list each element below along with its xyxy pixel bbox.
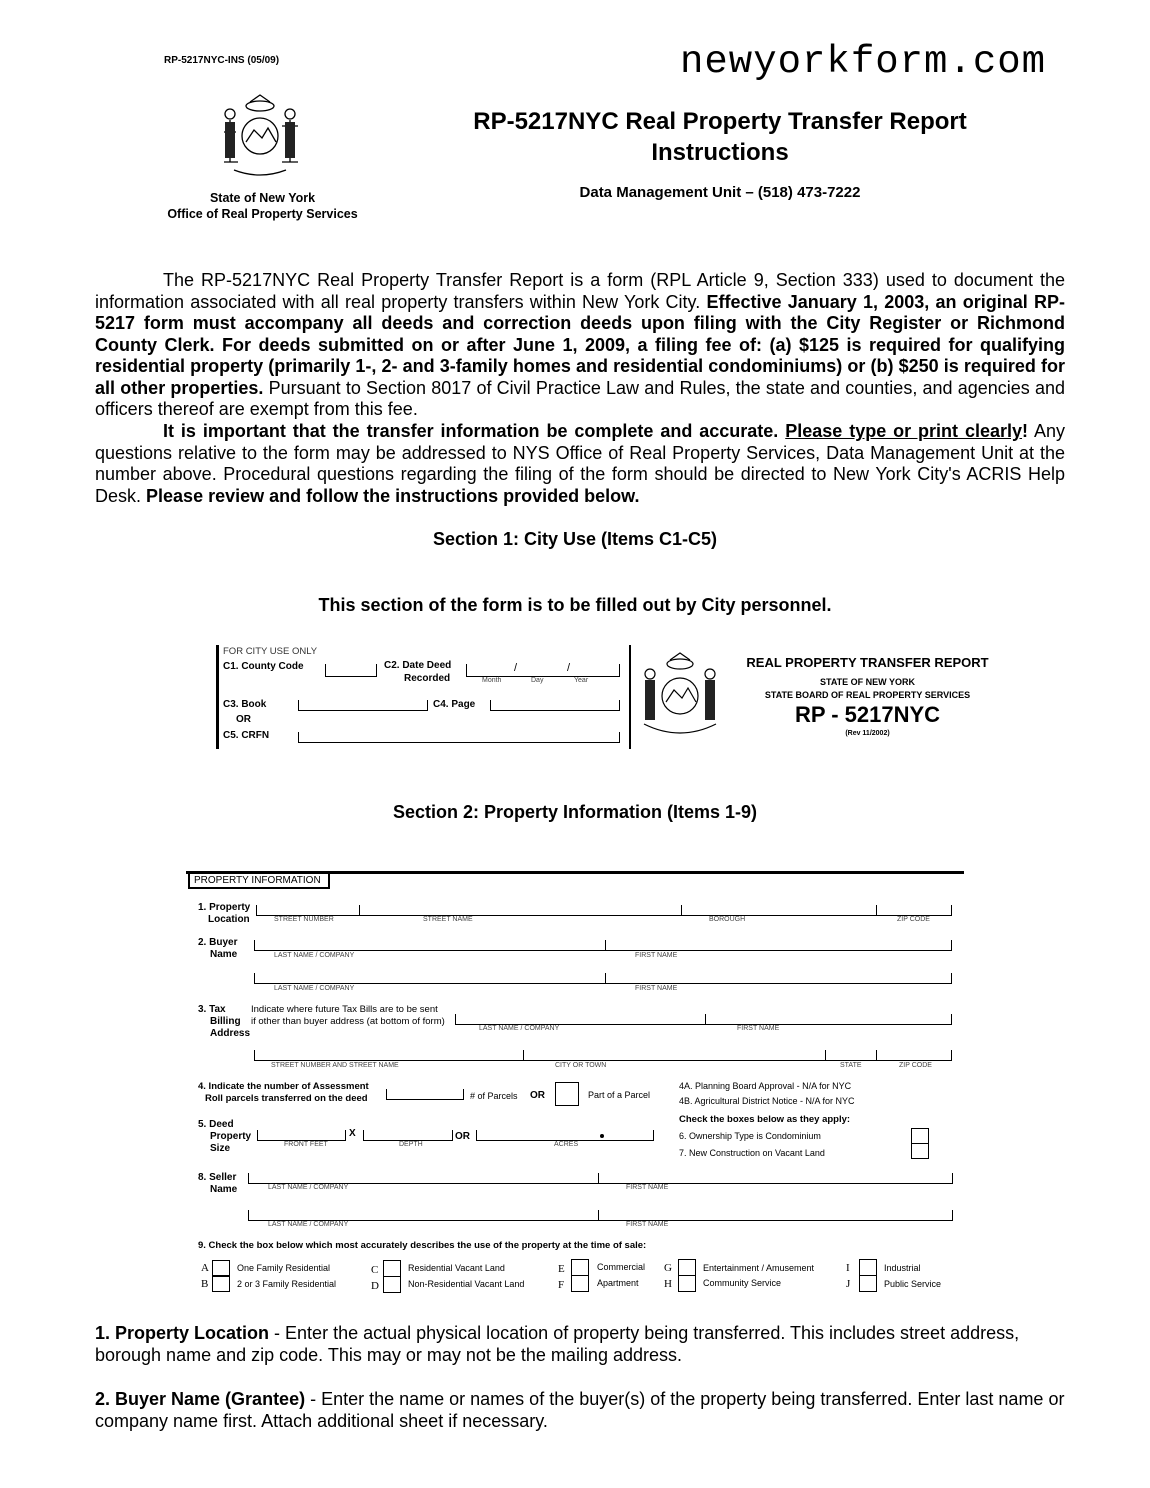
part-parcel-checkbox[interactable] bbox=[555, 1082, 579, 1106]
item4-label: 4. Indicate the number of Assessment Roll parcels transferred on the deed bbox=[198, 1081, 369, 1104]
street-num-name-caption: STREET NUMBER AND STREET NAME bbox=[271, 1062, 399, 1069]
depth-field[interactable] bbox=[363, 1130, 453, 1141]
or-label: OR bbox=[455, 1131, 470, 1142]
crfn-field[interactable] bbox=[298, 732, 620, 743]
county-code-field[interactable] bbox=[325, 664, 377, 677]
street-name-caption: STREET NAME bbox=[423, 916, 473, 923]
item4a-label: 4A. Planning Board Approval - N/A for NYC bbox=[679, 1081, 852, 1091]
use-f-checkbox[interactable] bbox=[571, 1275, 589, 1292]
use-i-checkbox[interactable] bbox=[859, 1259, 877, 1276]
section1-note: This section of the form is to be filled out by City personnel. bbox=[318, 595, 832, 615]
city-town-caption: CITY OR TOWN bbox=[555, 1062, 607, 1069]
state-caption: STATE bbox=[840, 1062, 862, 1069]
c1-label: C1. County Code bbox=[223, 661, 304, 672]
c3-label: C3. Book bbox=[223, 699, 267, 710]
last-company-caption: LAST NAME / COMPANY bbox=[268, 1184, 349, 1191]
item4b-label: 4B. Agricultural District Notice - N/A for NYC bbox=[679, 1096, 855, 1106]
item9-label: 9. Check the box below which most accurately describes the use of the property at the time of sale: bbox=[198, 1240, 647, 1251]
use-e-checkbox[interactable] bbox=[571, 1259, 589, 1276]
buyer-name-field-1[interactable] bbox=[254, 940, 952, 951]
zip-caption: ZIP CODE bbox=[899, 1062, 932, 1069]
new-construction-checkbox[interactable] bbox=[911, 1143, 929, 1159]
first-name-caption: FIRST NAME bbox=[635, 985, 678, 992]
or-label: OR bbox=[530, 1090, 545, 1101]
last-company-caption: LAST NAME / COMPANY bbox=[268, 1221, 349, 1228]
c5-label: C5. CRFN bbox=[223, 730, 270, 741]
last-company-caption: LAST NAME / COMPANY bbox=[274, 985, 355, 992]
use-a-checkbox[interactable] bbox=[212, 1260, 230, 1276]
depth-caption: DEPTH bbox=[399, 1141, 423, 1148]
tax-billing-address-field[interactable] bbox=[254, 1050, 952, 1061]
report-state: STATE OF NEW YORK bbox=[819, 677, 915, 687]
year-label: Year bbox=[574, 677, 589, 684]
page-field[interactable] bbox=[490, 700, 620, 711]
instruction-1: 1. Property Location - Enter the actual physical location of property being transferred. This includes street address, borough name and zip code. This may or may not be the mailing address. bbox=[95, 1323, 1020, 1365]
x-label: X bbox=[349, 1128, 356, 1139]
book-field[interactable] bbox=[298, 700, 428, 711]
zip-caption: ZIP CODE bbox=[897, 916, 930, 923]
nys-seal-icon bbox=[634, 650, 726, 742]
agency-line-2: Office of Real Property Services bbox=[167, 207, 358, 221]
use-j-checkbox[interactable] bbox=[859, 1275, 877, 1292]
contact-line: Data Management Unit – (518) 473-7222 bbox=[579, 184, 861, 201]
c2-label-2: Recorded bbox=[404, 673, 451, 684]
borough-caption: BOROUGH bbox=[709, 916, 746, 923]
check-boxes-label: Check the boxes below as they apply: bbox=[679, 1114, 851, 1125]
property-location-field[interactable] bbox=[256, 905, 952, 916]
item1-label: 1. Property Location bbox=[198, 902, 251, 925]
front-feet-caption: FRONT FEET bbox=[284, 1141, 328, 1148]
use-h-checkbox[interactable] bbox=[678, 1275, 696, 1292]
instruction-2: 2. Buyer Name (Grantee) - Enter the name or names of the buyer(s) of the property being transferred. Enter last name or company name first. Attach additional sheet if necessary. bbox=[95, 1389, 1065, 1431]
last-company-caption: LAST NAME / COMPANY bbox=[274, 952, 355, 959]
report-title: REAL PROPERTY TRANSFER REPORT bbox=[746, 655, 989, 670]
watermark: newyorkform.com bbox=[680, 40, 1047, 84]
use-d-checkbox[interactable] bbox=[383, 1276, 401, 1293]
item6-label: 6. Ownership Type is Condominium bbox=[679, 1131, 821, 1141]
intro-paragraph-1: The RP-5217NYC Real Property Transfer Report is a form (RPL Article 9, Section 333) used to document the information associated with all real property transfers within New York City. Effective January 1, 2003, an original RP-5217 form must accompany all deeds and correction deeds upon filing with the City Register or Richmond County Clerk. For deeds submitted on or after June 1, 2009, a filing fee of: (a) $125 is required for qualifying residential property (primarily 1-, 2- and 3-family homes and residential condominiums) or (b) $250 is required for all other properties. Pursuant to Section 8017 of Civil Practice Law and Rules, the state and counties, and agencies and officers thereof are exempt from this fee. bbox=[95, 270, 1065, 419]
acres-caption: ACRES bbox=[554, 1141, 579, 1148]
front-feet-field[interactable] bbox=[257, 1130, 346, 1141]
parcels-label: # of Parcels bbox=[470, 1091, 518, 1101]
c2-label: C2. Date Deed bbox=[384, 660, 452, 671]
first-name-caption: FIRST NAME bbox=[737, 1025, 780, 1032]
property-info-title: PROPERTY INFORMATION bbox=[188, 872, 330, 889]
c4-label: C4. Page bbox=[433, 699, 476, 710]
or-label: OR bbox=[236, 714, 251, 725]
tax-billing-name-field[interactable] bbox=[455, 1014, 952, 1025]
use-c-checkbox[interactable] bbox=[383, 1260, 401, 1277]
intro-fee-text: Effective January 1, 2003, an original RP-5217 form must accompany all deeds and correction deeds upon filing with the City Register or Richmond County Clerk. For deeds submitted on or after June 1, 2009, a filing fee of: (a) $125 is required for qualifying residential property (primarily 1-, 2- and 3-family homes and residential condominiums) or (b) $250 is required for all other properties. bbox=[95, 291, 1065, 398]
date-recorded-field[interactable] bbox=[466, 664, 620, 677]
item2-label: 2. Buyer Name bbox=[198, 937, 238, 960]
intro-paragraph-2: It is important that the transfer information be complete and accurate. Please type or print clearly! Any questions relative to the form may be addressed to NYS Office of Real Property Services, Data Management Unit at the number above. Procedural questions regarding the filing of the form should be directed to New York City's ACRIS Help Desk. Please review and follow the instructions provided below. bbox=[95, 421, 1065, 506]
item7-label: 7. New Construction on Vacant Land bbox=[679, 1148, 825, 1158]
report-rev: (Rev 11/2002) bbox=[845, 730, 890, 737]
page-title: RP-5217NYC Real Property Transfer Report bbox=[473, 108, 967, 135]
report-code: RP - 5217NYC bbox=[794, 702, 941, 727]
section1-heading: Section 1: City Use (Items C1-C5) bbox=[432, 529, 718, 549]
parcels-count-field[interactable] bbox=[386, 1089, 464, 1100]
month-label: Month bbox=[482, 677, 502, 684]
seller-name-field-1[interactable] bbox=[248, 1173, 953, 1184]
section2-heading: Section 2: Property Information (Items 1-9) bbox=[392, 802, 758, 822]
use-b-checkbox[interactable] bbox=[212, 1276, 230, 1292]
use-g-checkbox[interactable] bbox=[678, 1259, 696, 1276]
first-name-caption: FIRST NAME bbox=[635, 952, 678, 959]
item3-label: 3. Tax Billing Address bbox=[198, 1004, 251, 1039]
last-company-caption: LAST NAME / COMPANY bbox=[479, 1025, 560, 1032]
form-code: RP-5217NYC-INS (05/09) bbox=[164, 55, 280, 66]
first-name-caption: FIRST NAME bbox=[626, 1184, 669, 1191]
day-label: Day bbox=[531, 677, 544, 684]
part-parcel-label: Part of a Parcel bbox=[588, 1090, 651, 1100]
item8-label: 8. Seller Name bbox=[198, 1172, 238, 1195]
tax-billing-note: Indicate where future Tax Bills are to be sent if other than buyer address (at bottom of form) bbox=[251, 1004, 445, 1027]
nys-seal-icon bbox=[210, 92, 310, 178]
item5-label: 5. Deed Property Size bbox=[198, 1119, 252, 1154]
first-name-caption: FIRST NAME bbox=[626, 1221, 669, 1228]
condominium-checkbox[interactable] bbox=[911, 1128, 929, 1144]
for-city-use-label: FOR CITY USE ONLY bbox=[223, 646, 318, 657]
street-number-caption: STREET NUMBER bbox=[274, 916, 334, 923]
agency-line-1: State of New York bbox=[209, 191, 316, 205]
acres-field[interactable] bbox=[476, 1130, 654, 1141]
seller-name-field-2[interactable] bbox=[248, 1210, 953, 1221]
report-board: STATE BOARD OF REAL PROPERTY SERVICES bbox=[764, 690, 971, 700]
buyer-name-field-2[interactable] bbox=[254, 973, 952, 984]
page-subtitle: Instructions bbox=[651, 139, 789, 166]
